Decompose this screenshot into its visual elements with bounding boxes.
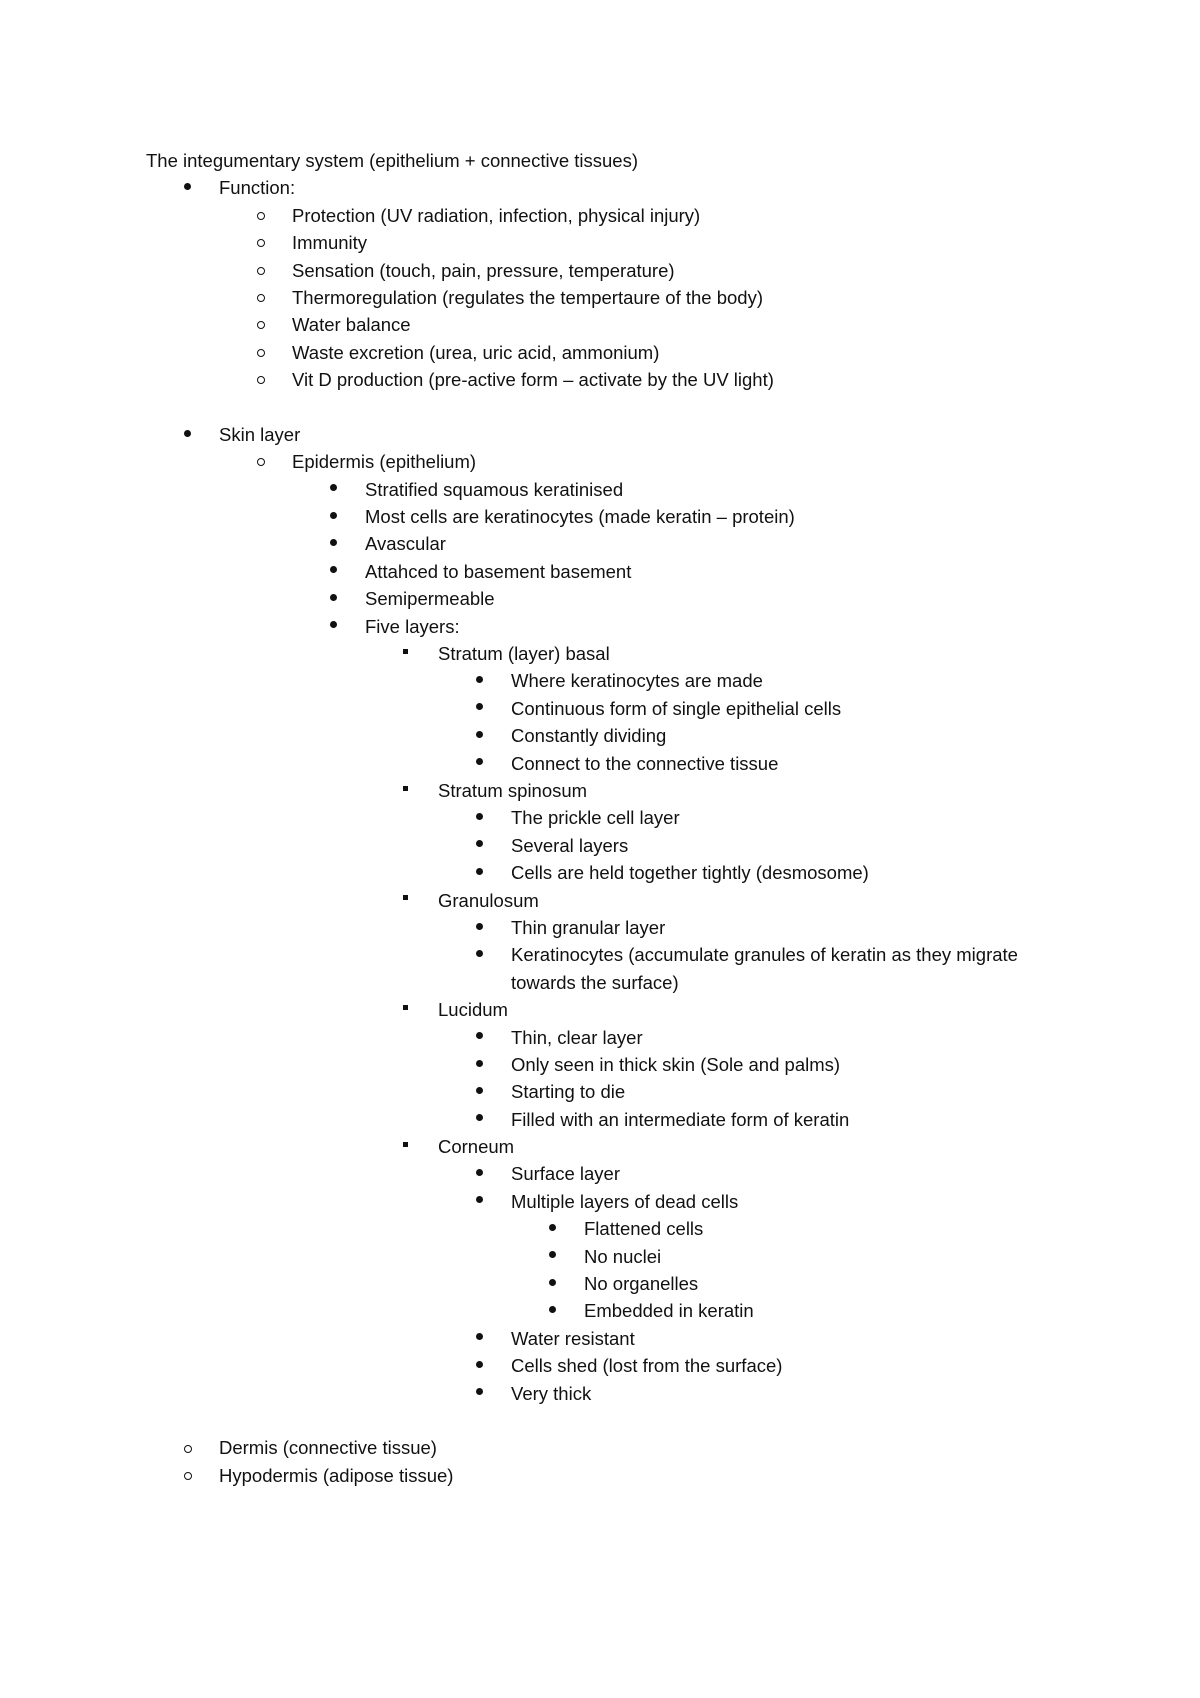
layer-point [146, 859, 1106, 886]
layer-item-basal [146, 640, 1106, 667]
layer-point [146, 750, 1106, 777]
layer-item-corneum [146, 1133, 1106, 1160]
bullet-dot-icon [330, 476, 337, 503]
bullet-circle-icon [184, 1462, 192, 1489]
bullet-dot-icon [184, 421, 191, 448]
hypodermis-text: Hypodermis (adipose tissue) [219, 1464, 454, 1486]
skin-heading: Skin layer [219, 423, 301, 445]
bullet-dot-icon [476, 722, 483, 749]
bullet-dot-icon [330, 558, 337, 585]
epidermis-point-text: Most cells are keratinocytes (made keratin – protein) [365, 506, 795, 528]
bullet-circle-icon [257, 257, 265, 284]
layer-point-text: Starting to die [511, 1081, 626, 1103]
function-item-text: Vit D production (pre-active form – activate by the UV light) [292, 369, 774, 391]
layer-point [146, 1106, 1106, 1133]
layer-point [146, 667, 1106, 694]
dead-cell-point [146, 1297, 1106, 1324]
layer-name: Stratum spinosum [438, 779, 588, 801]
epidermis-point-text: Attahced to basement basement [365, 560, 632, 582]
function-item [146, 229, 1106, 256]
epidermis-point-text: Stratified squamous keratinised [365, 478, 624, 500]
layer-point [146, 941, 1051, 996]
layer-name: Corneum [438, 1136, 515, 1158]
dead-cell-point [146, 1270, 1106, 1297]
function-item [146, 257, 1106, 284]
bullet-square-icon [403, 777, 408, 804]
dermis-item [146, 1434, 1106, 1461]
layer-point-text: Water resistant [511, 1327, 635, 1349]
bullet-dot-icon [476, 1024, 483, 1051]
layer-point-text: Cells are held together tightly (desmosome) [511, 862, 869, 884]
dead-cell-point-text: No organelles [584, 1273, 699, 1295]
layer-point-text: Keratinocytes (accumulate granules of keratin as they migrate towards the surface) [511, 944, 1018, 993]
layer-point [146, 1160, 1106, 1187]
bullet-dot-icon [476, 1078, 483, 1105]
dead-cell-point-text: No nuclei [584, 1245, 662, 1267]
document-title: The integumentary system (epithelium + connective tissues) [146, 150, 639, 171]
layer-point [146, 1024, 1106, 1051]
list-item-function [146, 174, 1106, 201]
epidermis-point [146, 476, 1106, 503]
layer-item-lucidum [146, 996, 1106, 1023]
layer-point [146, 1188, 1106, 1215]
layer-point-text: Filled with an intermediate form of keratin [511, 1108, 850, 1130]
layer-point-text: The prickle cell layer [511, 807, 680, 829]
dead-cell-point [146, 1215, 1106, 1242]
bullet-circle-icon [257, 366, 265, 393]
bullet-dot-icon [476, 1160, 483, 1187]
function-item [146, 366, 1106, 393]
bullet-dot-icon [330, 585, 337, 612]
bullet-dot-icon [476, 1188, 483, 1215]
function-heading: Function: [219, 177, 296, 199]
dead-cell-point [146, 1243, 1106, 1270]
dermis-text: Dermis (connective tissue) [219, 1437, 437, 1459]
list-item-skin-layer [146, 421, 1106, 448]
layer-point-text: Multiple layers of dead cells [511, 1190, 739, 1212]
layer-point-text: Several layers [511, 834, 629, 856]
bullet-dot-icon [549, 1297, 556, 1324]
function-item-text: Sensation (touch, pain, pressure, temperature) [292, 259, 675, 281]
bullet-dot-icon [184, 174, 191, 201]
bullet-circle-icon [257, 448, 265, 475]
blank-line [146, 1407, 1106, 1434]
bullet-dot-icon [549, 1270, 556, 1297]
bullet-dot-icon [476, 1051, 483, 1078]
layer-point [146, 1325, 1106, 1352]
function-item-text: Protection (UV radiation, infection, physical injury) [292, 204, 701, 226]
layer-point-text: Where keratinocytes are made [511, 670, 763, 692]
bullet-dot-icon [476, 914, 483, 941]
layer-point-text: Only seen in thick skin (Sole and palms) [511, 1053, 841, 1075]
layer-point [146, 832, 1106, 859]
epidermis-point-text: Avascular [365, 533, 446, 555]
bullet-circle-icon [257, 311, 265, 338]
layer-point [146, 722, 1106, 749]
blank-line [146, 394, 1106, 421]
epidermis-point [146, 613, 1106, 640]
bullet-dot-icon [476, 859, 483, 886]
layer-point [146, 1380, 1106, 1407]
layer-point [146, 914, 1106, 941]
bullet-circle-icon [257, 202, 265, 229]
layer-name: Granulosum [438, 889, 539, 911]
bullet-dot-icon [549, 1243, 556, 1270]
epidermis-point-text: Five layers: [365, 615, 460, 637]
bullet-circle-icon [257, 284, 265, 311]
layer-point-text: Connect to the connective tissue [511, 752, 779, 774]
bullet-dot-icon [476, 941, 483, 968]
layer-item-granulosum [146, 887, 1106, 914]
function-item-text: Waste excretion (urea, uric acid, ammonium) [292, 341, 660, 363]
layer-point-text: Continuous form of single epithelial cells [511, 697, 842, 719]
bullet-dot-icon [476, 1352, 483, 1379]
layer-point-text: Very thick [511, 1382, 592, 1404]
bullet-square-icon [403, 1133, 408, 1160]
layer-point-text: Surface layer [511, 1163, 620, 1185]
epidermis-point [146, 585, 1106, 612]
bullet-dot-icon [476, 667, 483, 694]
epidermis-point-text: Semipermeable [365, 588, 495, 610]
layer-point [146, 804, 1106, 831]
bullet-dot-icon [549, 1215, 556, 1242]
bullet-circle-icon [257, 229, 265, 256]
bullet-dot-icon [476, 804, 483, 831]
function-item [146, 284, 1106, 311]
layer-point [146, 1051, 1106, 1078]
bullet-dot-icon [476, 695, 483, 722]
bullet-dot-icon [476, 1106, 483, 1133]
layer-point-text: Cells shed (lost from the surface) [511, 1355, 783, 1377]
bullet-square-icon [403, 996, 408, 1023]
document-body [146, 147, 1106, 1489]
function-item-text: Immunity [292, 232, 368, 254]
bullet-dot-icon [476, 1325, 483, 1352]
bullet-square-icon [403, 640, 408, 667]
layer-item-spinosum [146, 777, 1106, 804]
epidermis-point [146, 558, 1106, 585]
bullet-dot-icon [476, 1380, 483, 1407]
layer-point [146, 695, 1106, 722]
layer-point [146, 1352, 1106, 1379]
bullet-dot-icon [476, 832, 483, 859]
dead-cell-point-text: Flattened cells [584, 1218, 704, 1240]
layer-point-text: Thin granular layer [511, 916, 666, 938]
layer-point-text: Constantly dividing [511, 725, 667, 747]
epidermis-point [146, 503, 1106, 530]
epidermis-point [146, 530, 1106, 557]
layer-name: Stratum (layer) basal [438, 643, 610, 665]
bullet-dot-icon [330, 503, 337, 530]
layer-point [146, 1078, 1106, 1105]
bullet-dot-icon [476, 750, 483, 777]
epidermis-heading: Epidermis (epithelium) [292, 451, 477, 473]
bullet-circle-icon [257, 339, 265, 366]
bullet-circle-icon [184, 1434, 192, 1461]
bullet-square-icon [403, 887, 408, 914]
function-item [146, 202, 1106, 229]
function-item-text: Thermoregulation (regulates the tempertaure of the body) [292, 286, 763, 308]
bullet-dot-icon [330, 530, 337, 557]
function-item-text: Water balance [292, 314, 411, 336]
layer-name: Lucidum [438, 999, 508, 1021]
bullet-dot-icon [330, 613, 337, 640]
epidermis-item [146, 448, 1106, 475]
function-item [146, 311, 1106, 338]
layer-point-text: Thin, clear layer [511, 1026, 643, 1048]
function-item [146, 339, 1106, 366]
hypodermis-item [146, 1462, 1106, 1489]
dead-cell-point-text: Embedded in keratin [584, 1300, 754, 1322]
